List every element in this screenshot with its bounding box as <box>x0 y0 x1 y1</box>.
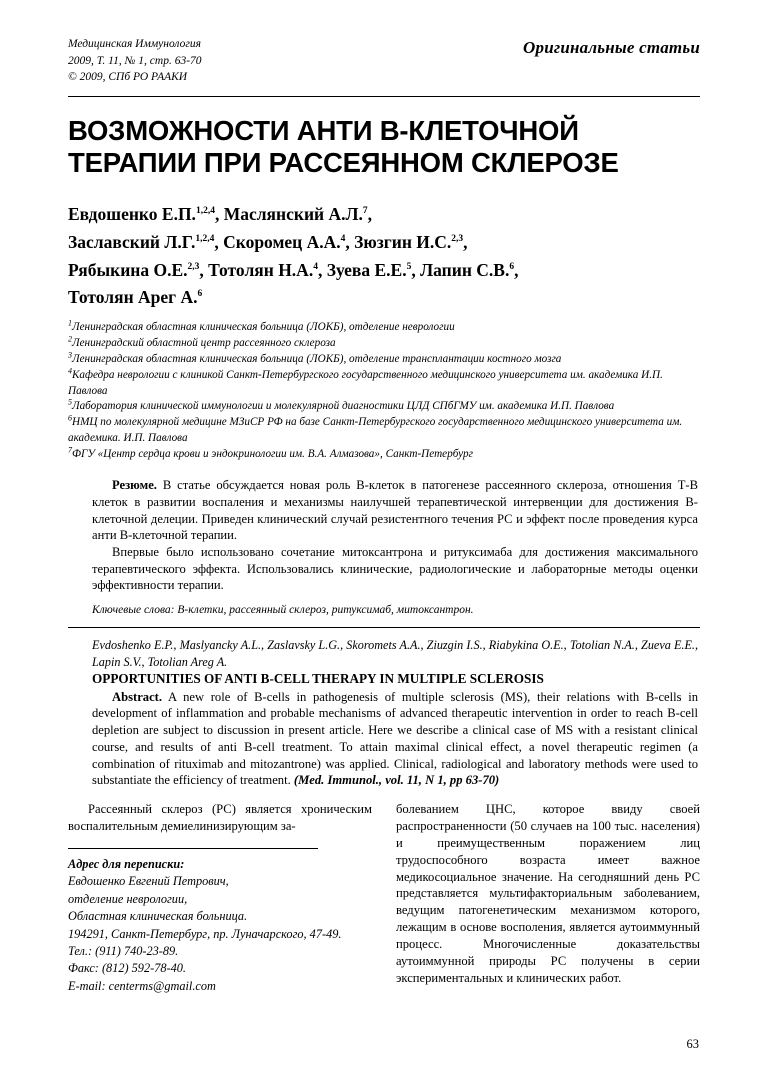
authors-list <box>68 201 700 312</box>
page-number: 63 <box>686 1037 699 1051</box>
header-divider <box>68 96 700 97</box>
affiliation-item: $^1$Ленинградская областная клиническая больница (ЛОКБ), отделение неврологии <box>68 318 455 333</box>
journal-info <box>68 36 202 86</box>
authors-english: Evdoshenko E.P., Maslyancky A.L., Zaslavsky L.G., Skoromets A.A., Ziuzgin I.S., Riabykina O.E., Totolian N.A., Zueva E.E., Lapin S.V., Totolian Areg A. <box>92 638 698 669</box>
affiliation-item: $^3$Ленинградская областная клиническая больница (ЛОКБ), отделение трансплантации костного мозга <box>68 350 562 365</box>
abstract-ru-paragraph-2: Впервые было использовано сочетание митоксантрона и ритуксимаба для достижения максимального терапевтического эффекта. Использовались клинические, радиологические и лабораторные методы оценки эффективности терапии. <box>92 545 698 593</box>
abstract-ru-text-1: В статье обсуждается новая роль В-клеток в патогенезе рассеянного склероза, отношения Т-В клеток в развитии воспаления и механизмы наилучшей терапевтической интервенции для достижения В-клеточной делеции. Приведен клинический случай резистентного течения РС и эффект после проведения курса анти В-клеточной терапии. <box>92 478 698 543</box>
abstract-ru-paragraph-1 <box>92 477 698 544</box>
affiliation-item: $^5$Лаборатория клинической иммунологии и молекулярной диагностики ЦЛД СПбГМУ им. академика И.П. Павлова <box>68 397 615 413</box>
affiliation-item: $^2$Ленинградский областной центр рассеянного склероза <box>68 334 336 349</box>
affiliations-list <box>68 320 700 463</box>
authors-line: Тотолян Арег А.$^6$ <box>68 287 203 308</box>
keywords-russian: Ключевые слова: В-клетки, рассеянный склероз, ритуксимаб, митоксантрон. <box>92 604 474 617</box>
correspondence-heading: Адрес для переписки: <box>68 856 185 871</box>
authors-line: Евдошенко Е.П.$^{1,2,4}$, Маслянский А.Л.$^7$, <box>68 204 373 225</box>
correspondence-name: Евдошенко Евгений Петрович, <box>68 874 229 889</box>
body-column-right <box>396 801 700 995</box>
page-header <box>68 36 700 92</box>
correspondence-block <box>68 856 372 996</box>
body-columns <box>68 801 700 995</box>
abstract-en-lead: Abstract. <box>112 689 163 704</box>
abstract-en-text: A new role of B-cells in pathogenesis of multiple sclerosis (MS), their relations with B-cells in development of inflammation and probable mechanisms of advanced therapeutic intervention in order to reach B-cell depletion are subject to discussion in present article. Here we describe a clinical case of MS with a resistant clinical course, and results of anti B-cell treatment. To attain maximal clinical effect, a novel therapeutic regimen (a combination of rituximab and mitozantrone) was applied. Clinical, radiological and laboratory methods were used to substantiate the efficiency of treatment. <box>92 689 698 788</box>
correspondence-email[interactable]: E-mail: centerms@gmail.com <box>68 978 216 993</box>
authors-line: Заславский Л.Г.$^{1,2,4}$, Скоромец А.А.$^4$, Зюзгин И.С.$^{2,3}$, <box>68 232 468 252</box>
abstract-russian <box>92 477 698 594</box>
journal-copyright: © 2009, СПб РО РААКИ <box>68 71 188 84</box>
authors-line: Рябыкина О.Е.$^{2,3}$, Тотолян Н.А.$^4$, Зуева Е.Е.$^5$, Лапин С.В.$^6$, <box>68 259 519 280</box>
page-title: ВОЗМОЖНОСТИ АНТИ В-КЛЕТОЧНОЙ ТЕРАПИИ ПРИ РАССЕЯННОМ СКЛЕРОЗЕ <box>68 115 619 179</box>
correspondence-fax: Факс: (812) 592-78-40. <box>68 961 186 976</box>
affiliation-item: $^4$Кафедра неврологии с клиникой Санкт-Петербургского государственного медицинского университета им. академика И.П. Павлова <box>68 365 663 397</box>
abstract-ru-lead: Резюме. <box>112 478 157 493</box>
abstract-english <box>92 689 698 789</box>
journal-volume: 2009, Т. 11, № 1, стр. 63-70 <box>68 54 202 67</box>
article-citation: (Med. Immunol., vol. 11, N 1, pp 63-70) <box>293 773 500 788</box>
body-paragraph-left: Рассеянный склероз (РС) является хроническим воспалительным демиелинизирующим за- <box>68 802 372 833</box>
title-english: OPPORTUNITIES OF ANTI B-CELL THERAPY IN MULTIPLE SCLEROSIS <box>92 671 544 687</box>
body-paragraph-right: болеванием ЦНС, которое ввиду своей распространенности (50 случаев на 100 тыс. населения) и преимущественным поражением лиц трудоспособного возраста имеет важное медикосоциальное значение. На сегодняшний день РС представляется мультифакториальным заболеванием, ведущим патогенетическим механизмом которого, лежащим в основе восполения, является аутоиммунный процесс. Многочисленные доказательствы аутоиммунной природы РС получены в серии экспериментальных и клинических работ. <box>396 802 700 985</box>
correspondence-address: 194291, Санкт-Петербург, пр. Луначарского, 47-49. <box>68 926 342 941</box>
correspondence-department: отделение неврологии, <box>68 891 188 906</box>
correspondence-phone: Тел.: (911) 740-23-89. <box>68 944 179 959</box>
correspondence-divider <box>68 848 318 849</box>
affiliation-item: $^6$НМЦ по молекулярной медицине МЗиСР РФ на базе Санкт-Петербургского государственного медицинского университета им. академика. И.П. Павлова <box>68 413 683 445</box>
abstract-en-paragraph <box>92 689 698 789</box>
body-column-left <box>68 801 372 995</box>
journal-name: Медицинская Иммунология <box>68 38 201 50</box>
section-title: Оригинальные статьи <box>523 38 700 57</box>
correspondence-institution: Областная клиническая больница. <box>68 909 248 924</box>
affiliation-item: $^7$ФГУ «Центр сердца крови и эндокринологии им. В.А. Алмазова», Санкт-Петербург <box>68 445 473 461</box>
abstract-divider <box>68 627 700 628</box>
page-content <box>68 36 700 995</box>
